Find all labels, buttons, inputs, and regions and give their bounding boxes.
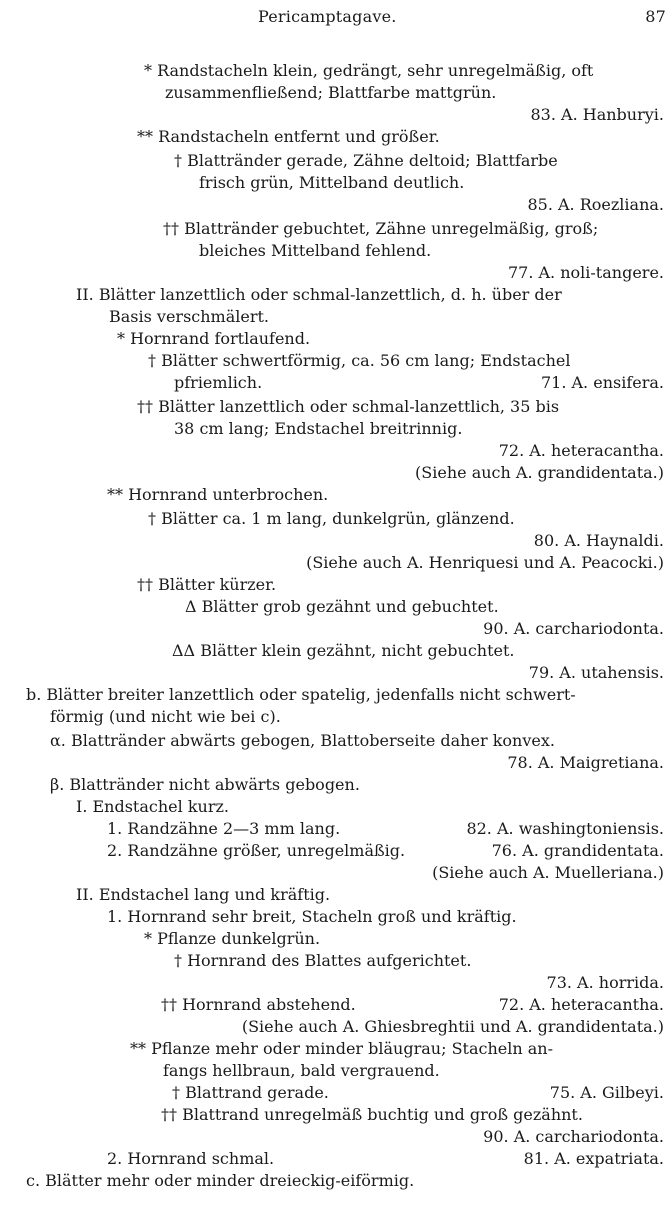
line-text: †† Blattrand unregelmäß buchtig und groß gezähnt. (161, 1105, 583, 1124)
species-ref: 80. A. Haynaldi. (533, 531, 664, 550)
key-line (0, 104, 672, 126)
key-line (0, 82, 672, 104)
key-line (0, 530, 672, 552)
line-text: †† Blattränder gebuchtet, Zähne unregelmäßig, groß; (163, 219, 599, 238)
line-text: α. Blattränder abwärts gebogen, Blattoberseite daher konvex. (50, 731, 555, 750)
line-text: frisch grün, Mittelband deutlich. (199, 173, 465, 192)
line-text: I. Endstachel kurz. (76, 797, 229, 816)
key-line (0, 150, 672, 172)
key-line (0, 1016, 672, 1038)
key-line (0, 596, 672, 618)
line-text: ** Pflanze mehr oder minder bläugrau; Stacheln an- (130, 1039, 553, 1058)
line-text: β. Blattränder nicht abwärts gebogen. (50, 775, 360, 794)
key-line (0, 126, 672, 148)
key-line (0, 262, 672, 284)
key-line (0, 972, 672, 994)
line-text: 1. Hornrand sehr breit, Stacheln groß und kräftig. (107, 907, 517, 926)
species-ref: 90. A. carchariodonta. (483, 1127, 664, 1146)
line-text: förmig (und nicht wie bei c). (50, 707, 281, 726)
key-line (0, 484, 672, 506)
key-line (0, 862, 672, 884)
key-line (0, 306, 672, 328)
key-line (0, 774, 672, 796)
key-line (0, 418, 672, 440)
key-line (0, 752, 672, 774)
line-text: 2. Randzähne größer, unregelmäßig. (107, 841, 406, 860)
line-text: II. Endstachel lang und kräftig. (76, 885, 331, 904)
key-line (0, 1038, 672, 1060)
key-line (0, 684, 672, 706)
line-text: II. Blätter lanzettlich oder schmal-lanzettlich, d. h. über der (76, 285, 562, 304)
line-text: * Randstacheln klein, gedrängt, sehr unregelmäßig, oft (144, 61, 594, 80)
key-line (0, 994, 672, 1016)
species-ref: 79. A. utahensis. (528, 663, 664, 682)
key-line (0, 884, 672, 906)
species-ref: 73. A. horrida. (546, 973, 664, 992)
line-text: bleiches Mittelband fehlend. (199, 241, 432, 260)
key-line (0, 818, 672, 840)
key-line (0, 1126, 672, 1148)
key-line (0, 440, 672, 462)
key-line (0, 60, 672, 82)
running-title: Pericamptagave. (258, 7, 397, 26)
key-line (0, 284, 672, 306)
key-line (0, 640, 672, 662)
line-text: Basis verschmälert. (109, 307, 270, 326)
species-ref: 76. A. grandidentata. (491, 841, 664, 860)
line-text: zusammenfließend; Blattfarbe mattgrün. (165, 83, 497, 102)
key-line (0, 508, 672, 530)
line-text: 2. Hornrand schmal. (107, 1149, 275, 1168)
line-text: 1. Randzähne 2—3 mm lang. (107, 819, 341, 838)
key-line (0, 1104, 672, 1126)
key-line (0, 218, 672, 240)
page-number: 87 (645, 7, 666, 26)
cross-reference: (Siehe auch A. Henriquesi und A. Peacocki.) (306, 553, 664, 572)
key-line (0, 396, 672, 418)
key-line (0, 574, 672, 596)
line-text: fangs hellbraun, bald vergrauend. (163, 1061, 440, 1080)
species-ref: 90. A. carchariodonta. (483, 619, 664, 638)
line-text: ** Hornrand unterbrochen. (107, 485, 329, 504)
line-text: †† Blätter kürzer. (137, 575, 277, 594)
line-text: † Blätter schwertförmig, ca. 56 cm lang; Endstachel (148, 351, 571, 370)
key-line (0, 172, 672, 194)
key-line (0, 372, 672, 394)
key-line (0, 1170, 672, 1192)
key-line (0, 350, 672, 372)
line-text: * Pflanze dunkelgrün. (144, 929, 321, 948)
key-line (0, 328, 672, 350)
species-ref: 75. A. Gilbeyi. (549, 1083, 664, 1102)
species-ref: 78. A. Maigretiana. (507, 753, 664, 772)
cross-reference: (Siehe auch A. Ghiesbreghtii und A. grandidentata.) (241, 1017, 664, 1036)
line-text: † Hornrand des Blattes aufgerichtet. (174, 951, 472, 970)
line-text: † Blätter ca. 1 m lang, dunkelgrün, glänzend. (148, 509, 515, 528)
line-text: pfriemlich. (174, 373, 263, 392)
species-ref: 85. A. Roezliana. (527, 195, 664, 214)
key-line (0, 662, 672, 684)
key-line (0, 1148, 672, 1170)
key-line (0, 950, 672, 972)
line-text: c. Blätter mehr oder minder dreieckig-eiförmig. (26, 1171, 415, 1190)
key-line (0, 194, 672, 216)
key-line (0, 796, 672, 818)
key-line (0, 462, 672, 484)
key-line (0, 706, 672, 728)
species-ref: 71. A. ensifera. (540, 373, 664, 392)
line-text: † Blattränder gerade, Zähne deltoid; Blattfarbe (174, 151, 558, 170)
species-ref: 82. A. washingtoniensis. (466, 819, 664, 838)
line-text: †† Hornrand abstehend. (161, 995, 356, 1014)
key-line (0, 618, 672, 640)
cross-reference: (Siehe auch A. grandidentata.) (415, 463, 664, 482)
key-line (0, 240, 672, 262)
key-line (0, 840, 672, 862)
species-ref: 81. A. expatriata. (523, 1149, 664, 1168)
key-line (0, 928, 672, 950)
line-text: ΔΔ Blätter klein gezähnt, nicht gebuchtet. (172, 641, 515, 660)
line-text: * Hornrand fortlaufend. (117, 329, 311, 348)
page-header (0, 6, 672, 28)
species-ref: 72. A. heteracantha. (498, 995, 664, 1014)
line-text: b. Blätter breiter lanzettlich oder spatelig, jedenfalls nicht schwert- (26, 685, 576, 704)
line-text: Δ Blätter grob gezähnt und gebuchtet. (185, 597, 499, 616)
key-line (0, 1082, 672, 1104)
cross-reference: (Siehe auch A. Muelleriana.) (432, 863, 664, 882)
species-ref: 72. A. heteracantha. (498, 441, 664, 460)
species-ref: 83. A. Hanburyi. (530, 105, 664, 124)
key-line (0, 1060, 672, 1082)
line-text: 38 cm lang; Endstachel breitrinnig. (174, 419, 463, 438)
line-text: † Blattrand gerade. (172, 1083, 329, 1102)
species-ref: 77. A. noli-tangere. (507, 263, 664, 282)
line-text: ** Randstacheln entfernt und größer. (137, 127, 440, 146)
key-line (0, 906, 672, 928)
line-text: †† Blätter lanzettlich oder schmal-lanzettlich, 35 bis (137, 397, 560, 416)
key-line (0, 730, 672, 752)
key-line (0, 552, 672, 574)
